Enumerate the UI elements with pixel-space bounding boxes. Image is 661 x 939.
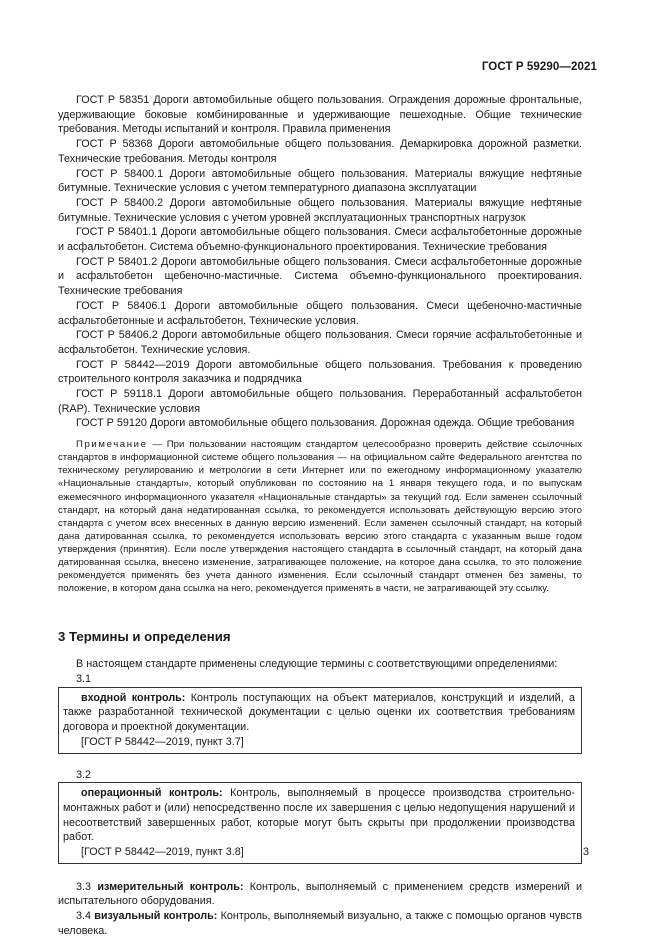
reference-item: ГОСТ Р 58400.2 Дороги автомобильные общего пользования. Материалы вяжущие нефтяные битумные. Технические условия с учетом уровней эксплуатационных транспортных нагрузок bbox=[58, 196, 582, 224]
note-label: Примечание bbox=[76, 439, 148, 451]
note-text: — При пользовании настоящим стандартом целесообразно проверить действие ссылочных стандартов в информационной системе общего пользования — на официальном сайте Федерального агентства по техническому регулированию и метрологии в сети Интернет или по ежегодному информационному указателю «Национальные стандарты», который опубликован по состоянию на 1 января текущего года, и по выпускам ежемесячного информационного указателя «Национальные стандарты» за текущий год. Если заменен ссылочный стандарт, на который дана недатированная ссылка, то рекомендуется использовать действующую версию этого стандарта с учетом всех внесенных в данную версию изменений. Если заменен ссылочный стандарт, на который дана датированная ссылка, то рекомендуется использовать версию этого стандарта с указанным выше годом утверждения (принятия). Если после утверждения настоящего стандарта в ссылочный стандарт, на который дана датированная ссылка, внесено изменение, затрагивающее положение, на которое дана ссылка, то это положение рекомендуется применять без учета данного изменения. Если ссылочный стандарт отменен без замены, то положение, в котором дана ссылка на него, рекомендуется применять в части, не затрагивающей эту ссылку. bbox=[58, 439, 582, 595]
inline-definitions bbox=[58, 880, 582, 939]
term-source: [ГОСТ Р 58442—2019, пункт 3.8] bbox=[81, 846, 244, 859]
term-definition bbox=[63, 786, 575, 845]
normative-references bbox=[58, 93, 582, 431]
term-name: визуальный контроль: bbox=[94, 910, 218, 923]
term-name: измерительный контроль: bbox=[97, 880, 244, 893]
term-source: [ГОСТ Р 58442—2019, пункт 3.7] bbox=[81, 735, 244, 748]
definition-item bbox=[58, 909, 582, 938]
section-title: 3 Термины и определения bbox=[58, 629, 231, 645]
definition-item bbox=[58, 880, 582, 909]
definition-number: 3.4 bbox=[76, 910, 92, 923]
term-box bbox=[58, 687, 582, 754]
reference-item: ГОСТ Р 58401.2 Дороги автомобильные общего пользования. Смеси асфальтобетонные дорожные и асфальтобетон щебеночно-мастичные. Система объемно-функционального проектирования. Технические требования bbox=[58, 255, 582, 298]
term-name: входной контроль: bbox=[81, 691, 186, 704]
reference-item: ГОСТ Р 58368 Дороги автомобильные общего пользования. Демаркировка дорожной разметки. Технические требования. Методы контроля bbox=[58, 138, 582, 165]
term-text: Контроль поступающих на объект материалов, конструкций и изделий, а также разработанной технической документации с целью оценки их соответствия требованиям договора и проектной документации. bbox=[63, 691, 575, 734]
term-text: Контроль, выполняемый с применением средств измерений и испытательного оборудования. bbox=[58, 880, 582, 908]
reference-item: ГОСТ Р 58401.1 Дороги автомобильные общего пользования. Смеси асфальтобетонные дорожные и асфальтобетон. Система объемно-функционального проектирования. Технические требования bbox=[58, 226, 582, 254]
reference-item: ГОСТ Р 59118.1 Дороги автомобильные общего пользования. Переработанный асфальтобетон (RAP). Технические условия bbox=[58, 388, 582, 415]
note-paragraph bbox=[58, 438, 582, 595]
definition-number: 3.3 bbox=[76, 880, 92, 893]
section-intro: В настоящем стандарте применены следующие термины с соответствующими определениями: bbox=[76, 658, 558, 671]
reference-item: ГОСТ Р 58351 Дороги автомобильные общего пользования. Ограждения дорожные фронтальные, удерживающие боковые комбинированные и удерживающие пешеходные. Общие технические требования. Методы испытаний и контроля. Правила применения bbox=[58, 94, 582, 136]
reference-item: ГОСТ Р 58406.1 Дороги автомобильные общего пользования. Смеси щебеночно-мастичные асфальтобетонные и асфальтобетон. Технические условия. bbox=[58, 299, 582, 327]
term-definition bbox=[63, 691, 575, 735]
page-header-standard: ГОСТ Р 59290—2021 bbox=[481, 61, 597, 73]
reference-item: ГОСТ Р 58442—2019 Дороги автомобильные общего пользования. Требования к проведению строительного контроля заказчика и подрядчика bbox=[58, 358, 582, 386]
term-text: Контроль, выполняемый визуально, а также с помощью органов чувств человека. bbox=[58, 910, 583, 937]
term-name: операционный контроль: bbox=[81, 787, 223, 800]
reference-item: ГОСТ Р 58406.2 Дороги автомобильные общего пользования. Смеси горячие асфальтобетонные и асфальтобетон. Технические условия. bbox=[58, 329, 582, 356]
term-text: Контроль, выполняемый в процессе производства строительно-монтажных работ и (или) непосредственно после их завершения с целью недопущения нарушений и несоответствий завершенных работ, которые могут быть скрыты при продолжении производства работ. bbox=[63, 787, 576, 844]
reference-item: ГОСТ Р 59120 Дороги автомобильные общего пользования. Дорожная одежда. Общие требования bbox=[76, 417, 575, 430]
term-box bbox=[58, 782, 582, 864]
reference-item: ГОСТ Р 58400.1 Дороги автомобильные общего пользования. Материалы вяжущие нефтяные битумные. Технические условия с учетом температурного диапазона эксплуатации bbox=[58, 167, 582, 195]
page-number: 3 bbox=[582, 846, 589, 858]
term-number: 3.2 bbox=[76, 768, 92, 781]
page-body bbox=[58, 93, 582, 939]
term-number: 3.1 bbox=[76, 673, 92, 685]
